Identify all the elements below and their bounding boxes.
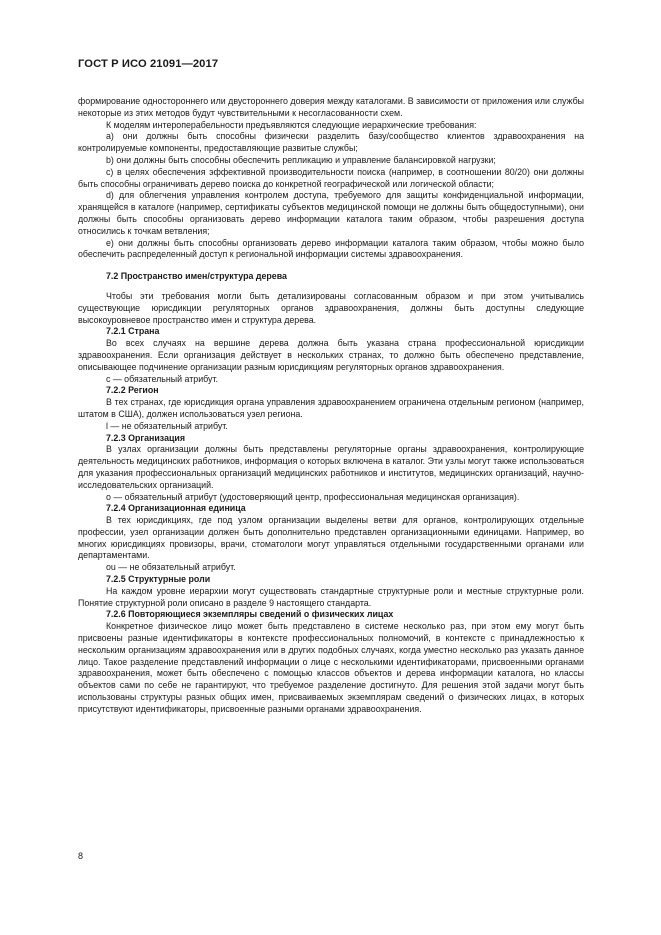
- subsection-7-2-4-heading: 7.2.4 Организационная единица: [106, 503, 246, 514]
- subsection-7-2-4-attribute: ou — не обязательный атрибут.: [106, 562, 236, 573]
- subsection-7-2-6-heading: 7.2.6 Повторяющиеся экземпляры сведений о физических лицах: [106, 609, 394, 620]
- subsection-7-2-2-attribute: l — не обязательный атрибут.: [106, 420, 228, 431]
- requirement-item-a: а) они должны быть способны физически разделить базу/сообщество клиентов здравоохранения на контролируемые компоненты, предоставляющие развитые службы;: [78, 131, 584, 154]
- subsection-7-2-1-text: Во всех случаях на вершине дерева должна быть указана страна профессиональной юрисдикции здравоохранения. Если организация действует в нескольких странах, то должно быть обеспечено представление, описывающее подчинение организации разным юрисдикциям регуляторных органов здравоохранения.: [78, 338, 584, 372]
- subsection-7-2-2-text: В тех странах, где юрисдикция органа управления здравоохранением ограничена отдельным регионом (например, штатом в США), должен использоваться узел региона.: [78, 397, 584, 419]
- paragraph-continuation: формирование одностороннего или двустороннего доверия между каталогами. В зависимости от приложения или службы некоторые из этих методов будут чувствительными к несогласованности схем.: [78, 96, 584, 118]
- requirement-item-c: с) в целях обеспечения эффективной производительности поиска (например, в соотношении 80/20) они должны быть способны ограничивать дерево поиска до конкретной географической или логической области;: [78, 166, 584, 189]
- paragraph-requirements-intro: К моделям интероперабельности предъявляются следующие иерархические требования:: [106, 119, 477, 130]
- requirement-item-d: d) для облегчения управления контролем доступа, требуемого для защиты конфиденциальной информации, хранящейся в каталоге (например, сертификаты субъектов медицинской помощи не должны быть общедоступными), они должны быть способны организовать дерево информации каталога таким образом, чтобы разрешения доступа относились к точкам ветвления;: [78, 190, 584, 236]
- subsection-7-2-1-attribute: c — обязательный атрибут.: [106, 373, 218, 384]
- requirement-item-e: е) они должны быть способны организовать дерево информации каталога таким образом, чтобы можно было обеспечить распределенный доступ к региональной информации системы здравоохранения.: [78, 237, 584, 260]
- standard-header: ГОСТ Р ИСО 21091—2017: [78, 58, 219, 70]
- subsection-7-2-6-text: Конкретное физическое лицо может быть представлено в системе несколько раз, при этом ему могут быть присвоены разные идентификаторы в контексте профессиональных полномочий, в контексте с принадлежностью к нескольким организациям здравоохранения или в других подобных случаях, когда уместно несколько раз указать данное лицо. Такое разделение представлений информации о лице с несколькими идентификаторами, присвоенными органами здравоохранения, может быть обеспечено с помощью классов объектов и дерева информации каталога, но классы объектов сами по себе не гарантируют, что требуемое разделение достигнуто. Для решения этой задачи могут быть использованы структуры разных общих имен, присваиваемых экземплярам сведений о физических лицах, в которых присутствуют идентификаторы, присвоенные разными органами здравоохранения.: [78, 621, 584, 714]
- requirement-item-b: b) они должны быть способны обеспечить репликацию и управление балансировкой нагрузки;: [106, 154, 496, 165]
- section-7-2-intro: Чтобы эти требования могли быть детализированы согласованным образом и при этом учитывались существующие юрисдикции регуляторных органов здравоохранения, должны быть доступны следующие высокоуровневое пространство имен и структура дерева.: [78, 290, 584, 325]
- subsection-7-2-3-heading: 7.2.3 Организация: [106, 432, 186, 443]
- subsection-7-2-1-heading: 7.2.1 Страна: [106, 326, 160, 337]
- subsection-7-2-3-attribute: о — обязательный атрибут (удостоверяющий центр, профессиональная медицинская организация).: [106, 491, 520, 502]
- page-body: [78, 96, 584, 716]
- subsection-7-2-5-text: На каждом уровне иерархии могут существовать стандартные структурные роли и местные структурные роли. Понятие структурной роли описано в разделе 9 настоящего стандарта.: [78, 585, 584, 608]
- subsection-7-2-2-heading: 7.2.2 Регион: [106, 385, 159, 396]
- subsection-7-2-3-text: В узлах организации должны быть представлены регуляторные органы здравоохранения, контролирующие деятельность медицинских работников, информация о которых включена в каталог. Эти узлы могут также использоваться для указания профессиональных организаций медицинских работников и институтов, медицинских организаций, научно-исследовательских организаций.: [78, 444, 584, 490]
- subsection-7-2-5-heading: 7.2.5 Структурные роли: [106, 574, 211, 585]
- section-7-2-heading: 7.2 Пространство имен/структура дерева: [106, 271, 287, 282]
- subsection-7-2-4-text: В тех юрисдикциях, где под узлом организации выделены ветви для органов, контролирующих отдельные профессии, узел организации должен быть дополнительно представлен организационными единицами. Например, во многих юрисдикциях провизоры, врачи, стоматологи могут управляться отдельными государственными органами или департаментами.: [78, 515, 584, 561]
- page-number: 8: [78, 851, 84, 861]
